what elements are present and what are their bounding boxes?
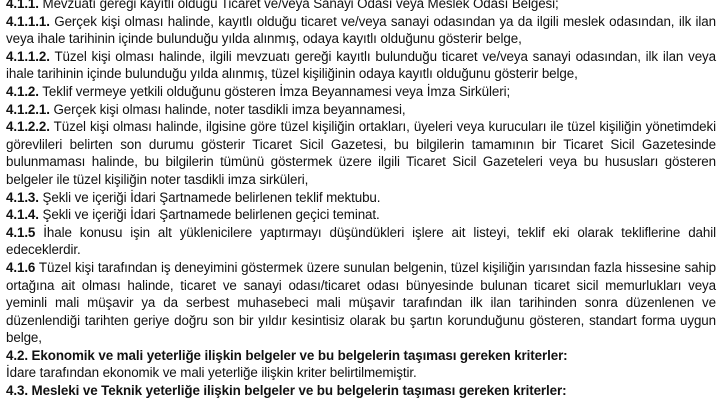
clause-text: İhale konusu işin alt yüklenicilere yaptırmayı düşündükleri işlere ait listeyi, teklif eki olarak tekliflerine dahil edeceklerdir.: [6, 224, 716, 258]
clause-number: 4.1.6: [6, 259, 36, 275]
clause-number: 4.1.1.: [6, 0, 39, 11]
clause-4-1-1-1: [6, 13, 716, 48]
clause-4-1-1: [6, 0, 716, 13]
clause-number: 4.1.1.1.: [6, 13, 50, 29]
clause-4-1-2-1: [6, 101, 716, 119]
clause-4-1-3: [6, 189, 716, 207]
clause-text: Teklif vermeye yetkili olduğunu gösteren İmza Beyannamesi veya İmza Sirküleri;: [38, 83, 511, 99]
clause-number: 4.1.5: [6, 224, 36, 240]
clause-text: Tüzel kişi olması halinde, ilgisine göre tüzel kişiliğin ortakları, üyeleri veya kurucuları ile tüzel kişiliğin yönetimdeki görevlileri belirten son durumu gösterir Ticaret Sicil Gazetesi, bu bilgilerin tamamının bir Ticaret Sicil Gazetesinde bulunmaması halinde, bu bilgilerin tümünü göstermek üzere ilgili Ticaret Sicil Gazeteleri veya bu hususları gösteren belgeler ile tüzel kişiliğin noter tasdikli imza sirküleri,: [6, 119, 716, 187]
clause-4-1-4: [6, 206, 716, 224]
clause-text: İdare tarafından ekonomik ve mali yeterliğe ilişkin kriter belirtilmemiştir.: [6, 365, 417, 381]
clause-4-1-2: [6, 83, 716, 101]
clause-4-1-2-2: [6, 118, 716, 188]
clause-text: Tüzel kişi tarafından iş deneyimini göstermek üzere sunulan belgenin, tüzel kişiliğin yarısından fazla hissesine sahip ortağına ait olması halinde, ticaret ve sanayi odası/ticaret odası bünyesinde bulunan ticaret sicil memurlukları veya yeminli mali müşavir ya da serbest muhasebeci mali müşavir tarafından ilk ilan tarihinden sonra düzenlenen ve düzenlendiği tarihten geriye doğru son bir yıldır kesintisiz olarak bu şartın korunduğunu gösteren, standart forma uygun belge,: [6, 259, 716, 346]
clause-number: 4.1.2.2.: [6, 119, 50, 135]
tender-document-text: [6, 0, 716, 400]
clause-number: 4.1.2.: [6, 83, 39, 99]
section-heading-4-3: 4.3. Mesleki ve Teknik yeterliğe ilişkin belgeler ve bu belgelerin taşıması gereken kriterler:: [6, 383, 567, 399]
clause-text: Şekli ve içeriği İdari Şartnamede belirlenen teklif mektubu.: [38, 189, 381, 205]
clause-number: 4.1.2.1.: [6, 101, 50, 117]
clause-text: Mevzuatı gereği kayıtlı olduğu Ticaret ve/veya Sanayi Odası veya Meslek Odası Belgesi;: [38, 0, 559, 11]
clause-4-1-6: [6, 259, 716, 347]
clause-4-2-note: [6, 364, 716, 382]
clause-text: Tüzel kişi olması halinde, ilgili mevzuatı gereği kayıtlı bulunduğu ticaret ve/veya sanayi odasından, ilk ilan veya ihale tarihinin içinde bulunduğu yılda alınmış, tüzel kişiliğinin odaya kayıtlı olduğunu gösterir belge,: [6, 48, 716, 82]
clause-number: 4.1.3.: [6, 189, 39, 205]
clause-text: Gerçek kişi olması halinde, noter tasdikli imza beyannamesi,: [49, 101, 406, 117]
clause-text: Gerçek kişi olması halinde, kayıtlı olduğu ticaret ve/veya sanayi odasından ya da ilgili meslek odasından, ilk ilan veya ihale tarihinin içinde bulunduğu yılda alınmış, odaya kayıtlı olduğunu gösterir belge,: [6, 13, 716, 47]
clause-number: 4.1.4.: [6, 207, 39, 223]
clause-text: Şekli ve içeriği İdari Şartnamede belirlenen geçici teminat.: [38, 207, 380, 223]
clause-4-1-5: [6, 224, 716, 259]
clause-4-1-1-2: [6, 48, 716, 83]
section-heading-4-2: 4.2. Ekonomik ve mali yeterliğe ilişkin belgeler ve bu belgelerin taşıması gereken kriterler:: [6, 347, 568, 363]
clause-number: 4.1.1.2.: [6, 48, 50, 64]
